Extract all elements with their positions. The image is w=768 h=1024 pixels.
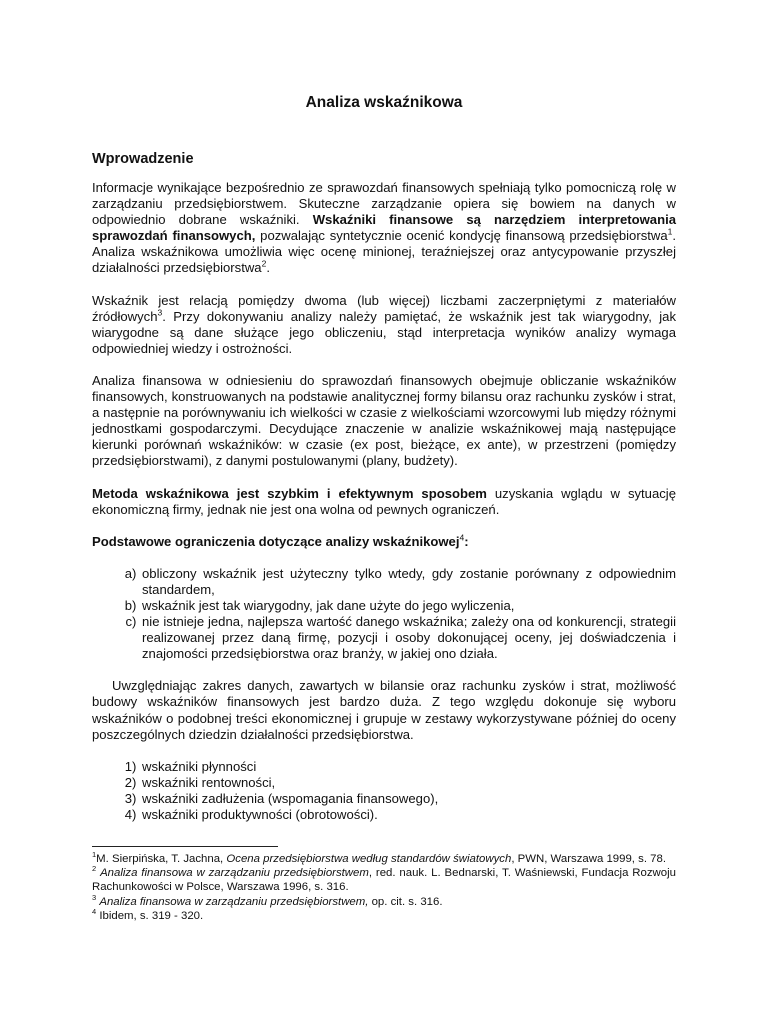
- paragraph-analysis: Analiza finansowa w odniesieniu do sprawozdań finansowych obejmuje obliczanie wskaźników finansowych, konstruowanych na podstawie analitycznej formy bilansu oraz rachunku zysków i strat, a następnie na porównywaniu ich wielkości w czasie z wielkościami wzorcowymi lub między różnymi jednostkami gospodarczymi. Decydujące znaczenie w analizie wskaźnikowej mają następujące kierunki porównań wskaźników: w czasie (ex post, bieżące, ex ante), w przestrzeni (pomiędzy przedsiębiorstwami), z danymi postulowanymi (plany, budżety).: [92, 372, 676, 469]
- footnote-number: 2: [92, 864, 97, 874]
- text-segment: . Analiza wskaźnikowa umożliwia więc ocenę minionej, teraźniejszej oraz antycypowanie przyszłej działalności przedsiębiorstwa: [92, 228, 676, 276]
- list-item: b. wskaźnik jest tak wiarygodny, jak dane użyte do jego wyliczenia,: [140, 598, 676, 614]
- text-segment: uzyskania wglądu w sytuację ekonomiczną firmy, jednak nie jest ona wolna od pewnych ograniczeń.: [92, 485, 676, 517]
- page-title: Analiza wskaźnikowa: [305, 94, 463, 111]
- bold-text: :: [464, 533, 469, 549]
- footnote: [92, 852, 676, 866]
- list-item: 1. wskaźniki płynności: [140, 759, 676, 775]
- paragraph-intro: [92, 180, 676, 277]
- footnote: [92, 909, 676, 923]
- list-item: 2. wskaźniki rentowności,: [140, 775, 676, 791]
- limitations-list: [92, 566, 676, 663]
- paragraph-method: [92, 486, 676, 518]
- text-segment: op. cit. s. 316.: [368, 895, 443, 908]
- paragraph-groups: Uwzględniając zakres danych, zawartych w bilansie oraz rachunku zysków i strat, możliwość budowy wskaźników finansowych jest bardzo duża. Z tego względu dokonuje się wyboru wskaźników o podobnej treści ekonomicznej i grupuje w zestawy wykorzystywane później do oceny poszczególnych dziedzin działalności przedsiębiorstwa.: [92, 678, 676, 742]
- italic-title: Ocena przedsiębiorstwa według standardów światowych: [226, 853, 512, 865]
- bold-text: Wskaźniki finansowe są narzędziem interpretowania sprawozdań finansowych,: [92, 212, 676, 244]
- text-segment: , red. nauk. L. Bednarski, T. Waśniewski, Fundacja Rozwoju Rachunkowości w Polsce, Warszawa 1996, s. 316.: [92, 867, 676, 894]
- section-heading: Wprowadzenie: [92, 151, 194, 167]
- indicator-groups-list: [92, 759, 676, 823]
- footnote-separator: [92, 846, 278, 847]
- footnote-ref[interactable]: 1: [667, 226, 673, 237]
- text-segment: Ibidem, s. 319 - 320.: [99, 909, 204, 922]
- text-segment: M. Sierpińska, T. Jachna,: [96, 853, 227, 865]
- paragraph-definition: [92, 293, 676, 357]
- text-segment: Wskaźnik jest relacją pomiędzy dwoma (lub więcej) liczbami zaczerpniętymi z materiałów źródłowych: [92, 292, 676, 324]
- footnotes: [92, 852, 676, 923]
- list-item: 4. wskaźniki produktywności (obrotowości).: [140, 807, 676, 823]
- list-item: a. obliczony wskaźnik jest użyteczny tylko wtedy, gdy zostanie porównany z odpowiednim standardem,: [140, 566, 676, 598]
- limitations-heading: [92, 534, 676, 550]
- footnote-ref[interactable]: 3: [157, 307, 163, 318]
- footnote-number: 1: [92, 850, 97, 860]
- text-segment: , PWN, Warszawa 1999, s. 78.: [511, 853, 666, 865]
- footnote-ref[interactable]: 4: [459, 532, 465, 543]
- footnote-number: 4: [92, 907, 97, 917]
- text-segment: pozwalając syntetycznie ocenić kondycję finansową przedsiębiorstwa: [255, 228, 668, 244]
- footnote: [92, 892, 676, 909]
- document-body: [92, 180, 676, 823]
- text-segment: . Przy dokonywaniu analizy należy pamiętać, że wskaźnik jest tak wiarygodny, jak wiarygodne są dane służące jego obliczeniu, stąd interpretacja wyników analizy wymaga odpowiedniej wiedzy i ostrożności.: [92, 308, 676, 356]
- text-segment: .: [266, 260, 270, 276]
- footnote: [92, 866, 676, 894]
- italic-title: Analiza finansowa w zarządzaniu przedsiębiorstwem: [100, 867, 369, 880]
- italic-title: Analiza finansowa w zarządzaniu przedsiębiorstwem,: [99, 895, 369, 908]
- list-item: c. nie istnieje jedna, najlepsza wartość danego wskaźnika; zależy ona od konkurencji, strategii realizowanej przez daną firmę, pozycji i osoby dokonującej oceny, jej doświadczenia i znajomości przedsiębiorstwa oraz branży, w jakiej ono działa.: [140, 614, 676, 662]
- text-segment: Informacje wynikające bezpośrednio ze sprawozdań finansowych spełniają tylko pomocniczą rolę w zarządzaniu przedsiębiorstwem. Skuteczne zarządzanie opiera się bowiem na danych w odpowiednio dobrane wskaźniki.: [92, 180, 676, 228]
- footnote-ref[interactable]: 2: [261, 259, 267, 270]
- bold-text: Metoda wskaźnikowa jest szybkim i efektywnym sposobem: [92, 485, 487, 501]
- footnote-number: 3: [92, 892, 97, 902]
- bold-text: Podstawowe ograniczenia dotyczące analizy wskaźnikowej: [92, 533, 460, 549]
- list-item: 3. wskaźniki zadłużenia (wspomagania finansowego),: [140, 791, 676, 807]
